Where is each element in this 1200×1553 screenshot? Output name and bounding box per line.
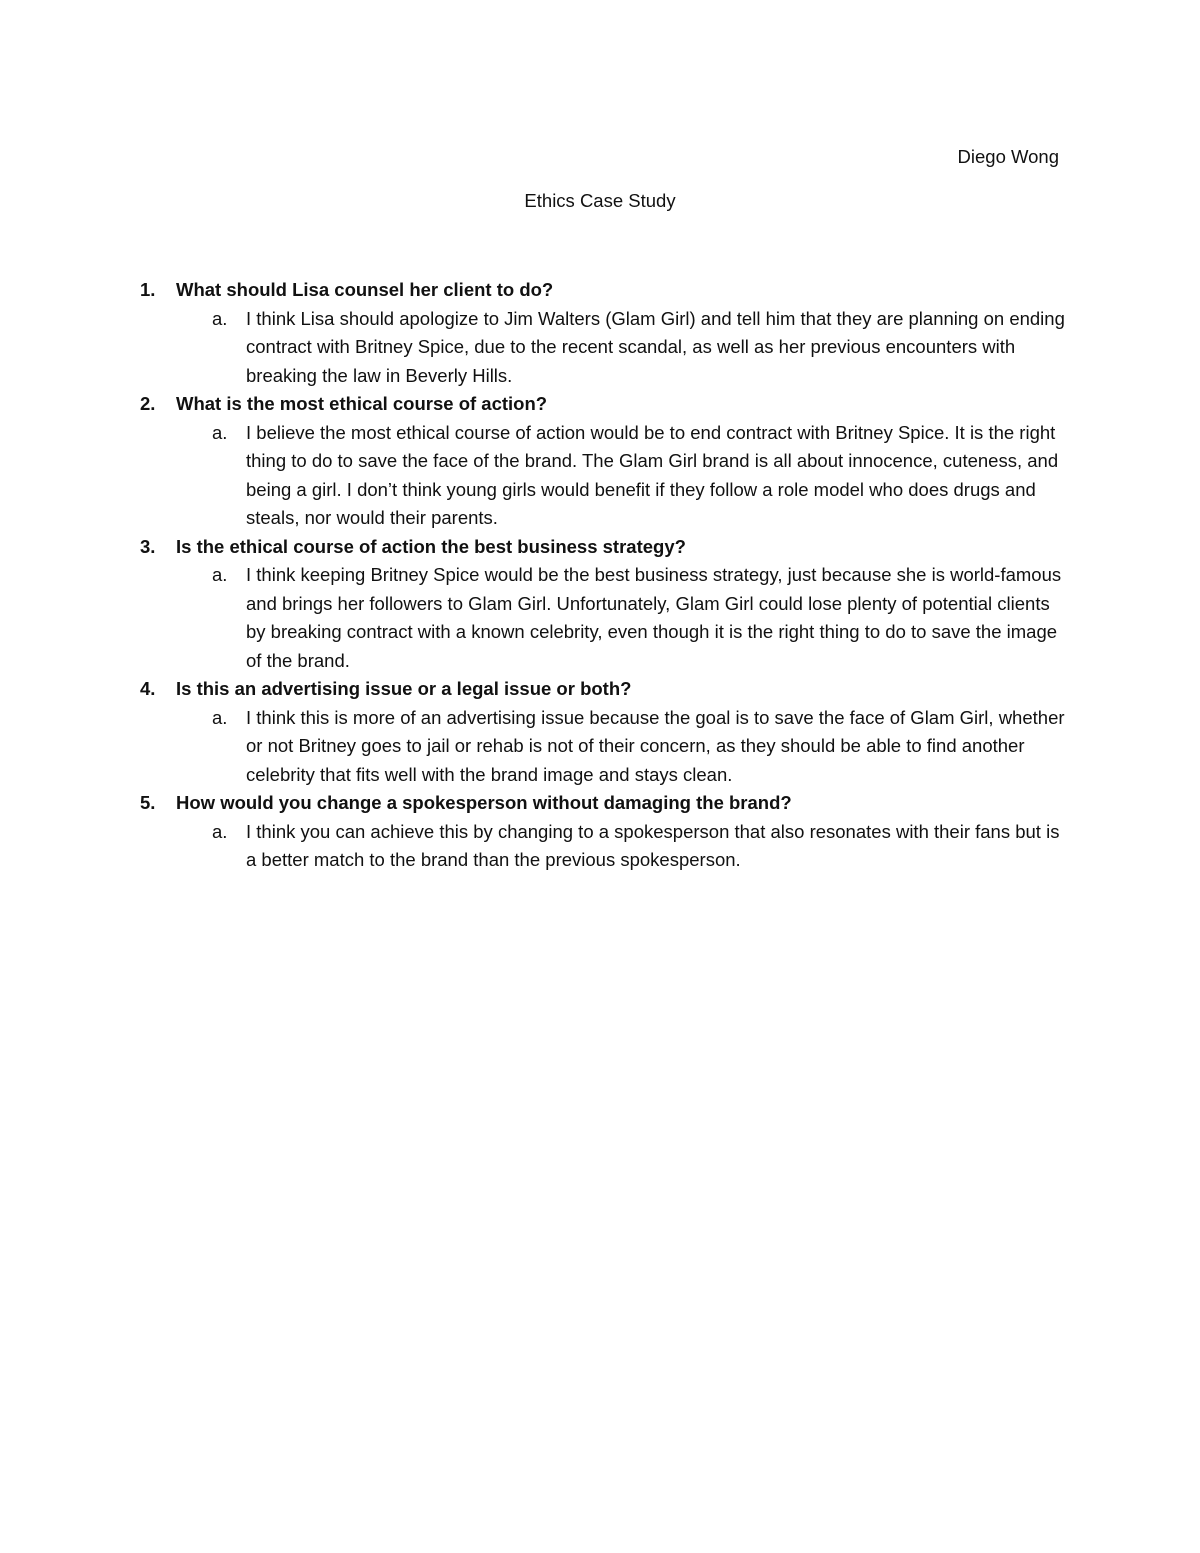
question-list xyxy=(140,276,1065,875)
question-item-1 xyxy=(140,276,1065,390)
question-row xyxy=(140,390,1065,419)
answer-letter: a. xyxy=(212,421,228,443)
question-item-4 xyxy=(140,675,1065,789)
answer-row xyxy=(140,419,1065,533)
answer-text: I think Lisa should apologize to Jim Walters (Glam Girl) and tell him that they are planning on ending contract with Britney Spice, due to the recent scandal, as well as her previous encounters with breaking the law in Beverly Hills. xyxy=(246,307,1065,386)
question-text: What should Lisa counsel her client to do? xyxy=(176,279,554,300)
question-item-5 xyxy=(140,789,1065,875)
answer-row xyxy=(140,818,1065,875)
question-item-3 xyxy=(140,533,1065,676)
question-row xyxy=(140,789,1065,818)
question-item-2 xyxy=(140,390,1065,533)
question-text: What is the most ethical course of action? xyxy=(176,393,548,414)
answer-text: I think you can achieve this by changing to a spokesperson that also resonates with their fans but is a better match to the brand than the previous spokesperson. xyxy=(246,820,1060,870)
answer-row xyxy=(140,305,1065,391)
answer-letter: a. xyxy=(212,307,228,329)
answer-letter: a. xyxy=(212,564,228,585)
question-row xyxy=(140,276,1065,305)
question-text: Is the ethical course of action the best business strategy? xyxy=(176,535,686,557)
answer-letter: a. xyxy=(212,820,228,842)
question-number: 3. xyxy=(140,535,156,557)
author-name: Diego Wong xyxy=(957,146,1059,167)
answer-letter: a. xyxy=(212,706,228,728)
question-number: 2. xyxy=(140,393,156,414)
question-row xyxy=(140,533,1065,562)
question-number: 1. xyxy=(140,279,156,300)
document-title: Ethics Case Study xyxy=(524,190,676,211)
question-number: 5. xyxy=(140,792,156,813)
answer-text: I believe the most ethical course of action would be to end contract with Britney Spice. It is the right thing to do to save the face of the brand. The Glam Girl brand is all about innocence, cuteness, and being a girl. I don’t think young girls would benefit if they follow a role model who does drugs and steals, nor would their parents. xyxy=(246,421,1059,528)
answer-text: I think keeping Britney Spice would be the best business strategy, just because she is world-famous and brings her followers to Glam Girl. Unfortunately, Glam Girl could lose plenty of potential clients by breaking contract with a known celebrity, even though it is the right thing to do to save the image of the brand. xyxy=(246,564,1062,671)
question-text: Is this an advertising issue or a legal issue or both? xyxy=(176,678,632,699)
question-number: 4. xyxy=(140,678,156,699)
answer-text: I think this is more of an advertising issue because the goal is to save the face of Glam Girl, whether or not Britney goes to jail or rehab is not of their concern, as they should be able to find another celebrity that fits well with the brand image and stays clean. xyxy=(246,706,1065,785)
answer-row xyxy=(140,561,1065,675)
answer-row xyxy=(140,704,1065,790)
question-text: How would you change a spokesperson without damaging the brand? xyxy=(176,792,792,813)
question-row xyxy=(140,675,1065,704)
